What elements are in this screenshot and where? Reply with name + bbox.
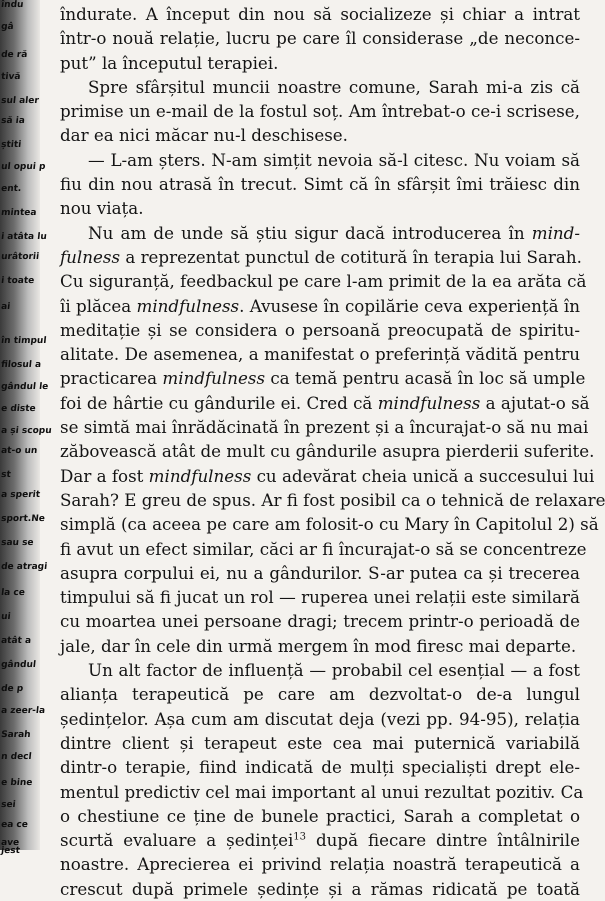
spine-text-fragment: a zeer-la: [0, 706, 46, 716]
text-line: simplă (ca aceea pe care am folosit-o cu Mary în Capitolul 2) să: [60, 514, 599, 535]
footnote-ref: 13: [293, 831, 307, 843]
text-line: fi avut un efect similar, căci ar fi încurajat-o să se concentreze: [60, 538, 587, 559]
spine-text-fragment: gândul le: [0, 382, 49, 392]
spine-text-fragment: filosul a: [0, 360, 42, 370]
text-line: fulness a reprezentat punctul de cotitură în terapia lui Sarah.: [60, 246, 582, 267]
text-line: dintre client și terapeut este cea mai puternică variabilă: [60, 732, 580, 753]
spine-text-fragment: sport.Ne: [0, 514, 46, 524]
spine-text-fragment: știti: [0, 140, 22, 150]
text-line: îndurate. A început din nou să socializeze și chiar a intrat: [60, 4, 580, 24]
text-line: zăbovească atât de mult cu gândurile asupra pierderii suferite.: [60, 441, 595, 462]
spine-text-fragment: ai: [0, 302, 11, 312]
text-line: îi plăcea mindfulness. Avusese în copilărie ceva experiență în: [60, 295, 580, 316]
text-line: asupra corpului ei, nu a gândurilor. S-ar putea ca și trecerea: [60, 562, 580, 583]
spine-text-fragment: de ră: [0, 50, 28, 60]
spine-text-fragment: de p: [0, 684, 24, 694]
spine-text-fragment: ent.: [0, 184, 22, 194]
text-line: foi de hârtie cu gândurile ei. Cred că mindfulness a ajutat-o să: [60, 392, 590, 413]
spine-text-fragment: îndu: [0, 0, 24, 10]
text-line: mentul predictiv cel mai important al unui rezultat pozitiv. Ca: [60, 781, 584, 802]
spine-text-fragment: st: [0, 470, 12, 480]
spine-text-fragment: at-o un: [0, 446, 38, 456]
text-line: — L-am șters. N-am simțit nevoia să-l citesc. Nu voiam să: [88, 149, 580, 170]
spine-text-fragment: ul opui p: [0, 162, 46, 172]
book-spine-edge: [0, 0, 53, 856]
spine-text-fragment: să ia: [0, 116, 26, 126]
spine-text-fragment: ea ce: [0, 820, 29, 830]
spine-text-fragment: sei: [0, 800, 17, 810]
text-line: crescut după primele ședințe și a rămas ridicată pe toată: [60, 878, 580, 899]
text-line: Sarah? E greu de spus. Ar fi fost posibil ca o tehnică de relaxare: [60, 489, 605, 510]
page-body-text: [60, 2, 605, 901]
text-line: Cu siguranță, feedbackul pe care l-am primit de la ea arăta că: [60, 271, 587, 292]
text-line: fiu din nou atrasă în trecut. Simt că în sfârșit îmi trăiesc din: [60, 174, 580, 195]
text-line: nou viața.: [60, 198, 144, 219]
text-line: primise un e-mail de la fostul soț. Am întrebat-o ce-i scrisese,: [60, 101, 580, 122]
spine-text-fragment: mintea: [0, 208, 37, 218]
text-line: Spre sfârșitul muncii noastre comune, Sarah mi-a zis că: [88, 76, 580, 97]
text-line: meditație și se considera o persoană preocupată de spiritu-: [60, 319, 580, 340]
text-line: Un alt factor de influență — probabil cel esențial — a fost: [88, 660, 580, 681]
text-line: alianța terapeutică pe care am dezvoltat-o de-a lungul: [60, 684, 580, 705]
spine-text-fragment: ave: [0, 838, 20, 848]
spine-text-fragment: de atragi: [0, 562, 48, 572]
spine-text-fragment: a sperit: [0, 490, 41, 500]
text-line: Nu am de unde să știu sigur dacă introducerea în mind-: [88, 222, 580, 243]
spine-text-fragment: jest: [0, 846, 21, 856]
spine-text-fragment: sau se: [0, 538, 35, 548]
dialogue-paragraph: [60, 148, 580, 221]
text-line: dar ea nici măcar nu-l deschisese.: [60, 125, 348, 146]
spine-text-fragment: a și scopu: [0, 426, 53, 436]
text-line: practicarea mindfulness ca temă pentru acasă în loc să umple: [60, 368, 586, 389]
spine-text-fragment: gândul: [0, 660, 37, 670]
text-line: noastre. Aprecierea ei privind relația noastră terapeutică a: [60, 854, 580, 875]
text-line: într-o nouă relație, lucru pe care îl considerase „de neconce-: [60, 28, 580, 49]
spine-text-fragment: în timpul: [0, 336, 47, 346]
spine-text-fragment: e bine: [0, 778, 33, 788]
text-line: ședințelor. Așa cum am discutat deja (vezi pp. 94-95), relația: [60, 708, 580, 729]
spine-text-fragment: i toate: [0, 276, 35, 286]
spine-text-fragment: urâtorii: [0, 252, 40, 262]
spine-text-fragment: gâ: [0, 22, 15, 32]
paragraph: [60, 658, 584, 901]
text-segment: scurtă evaluare a ședinței: [60, 830, 294, 851]
spine-text-fragment: sul aler: [0, 96, 40, 106]
paragraph: [60, 2, 580, 75]
spine-text-fragment: i atâta lu: [0, 232, 48, 242]
text-line: se simtă mai înrădăcinată în prezent și a încurajat-o să nu mai: [60, 417, 589, 438]
spine-text-fragment: ui: [0, 612, 12, 622]
spine-text-fragment: Sarah: [0, 730, 32, 740]
paragraph: [60, 221, 605, 658]
paragraph: [60, 75, 580, 148]
text-line: cu moartea unei persoane dragi; trecem printr-o perioadă de: [60, 611, 580, 632]
text-line: jale, dar în cele din urmă mergem în mod firesc mai departe.: [60, 635, 577, 656]
text-line: put” la începutul terapiei.: [60, 52, 279, 73]
text-line: timpului să fi jucat un rol — ruperea unei relații este similară: [60, 587, 580, 608]
text-line: dintr-o terapie, fiind indicată de mulți specialiști drept ele-: [60, 757, 580, 778]
text-line: o chestiune ce ține de bunele practici, Sarah a completat o: [60, 805, 580, 826]
spine-text-fragment: atât a: [0, 636, 32, 646]
text-segment: după fiecare dintre întâlnirile: [306, 830, 580, 851]
text-line: alitate. De asemenea, a manifestat o preferință vădită pentru: [60, 344, 580, 365]
text-line: Dar a fost mindfulness cu adevărat cheia unică a succesului lui: [60, 465, 595, 486]
text-line-with-footnote: [60, 828, 580, 852]
spine-text-fragment: la ce: [0, 588, 26, 598]
spine-text-fragment: tivă: [0, 72, 21, 82]
spine-text-fragment: e diste: [0, 404, 37, 414]
spine-text-fragment: n decl: [0, 752, 33, 762]
